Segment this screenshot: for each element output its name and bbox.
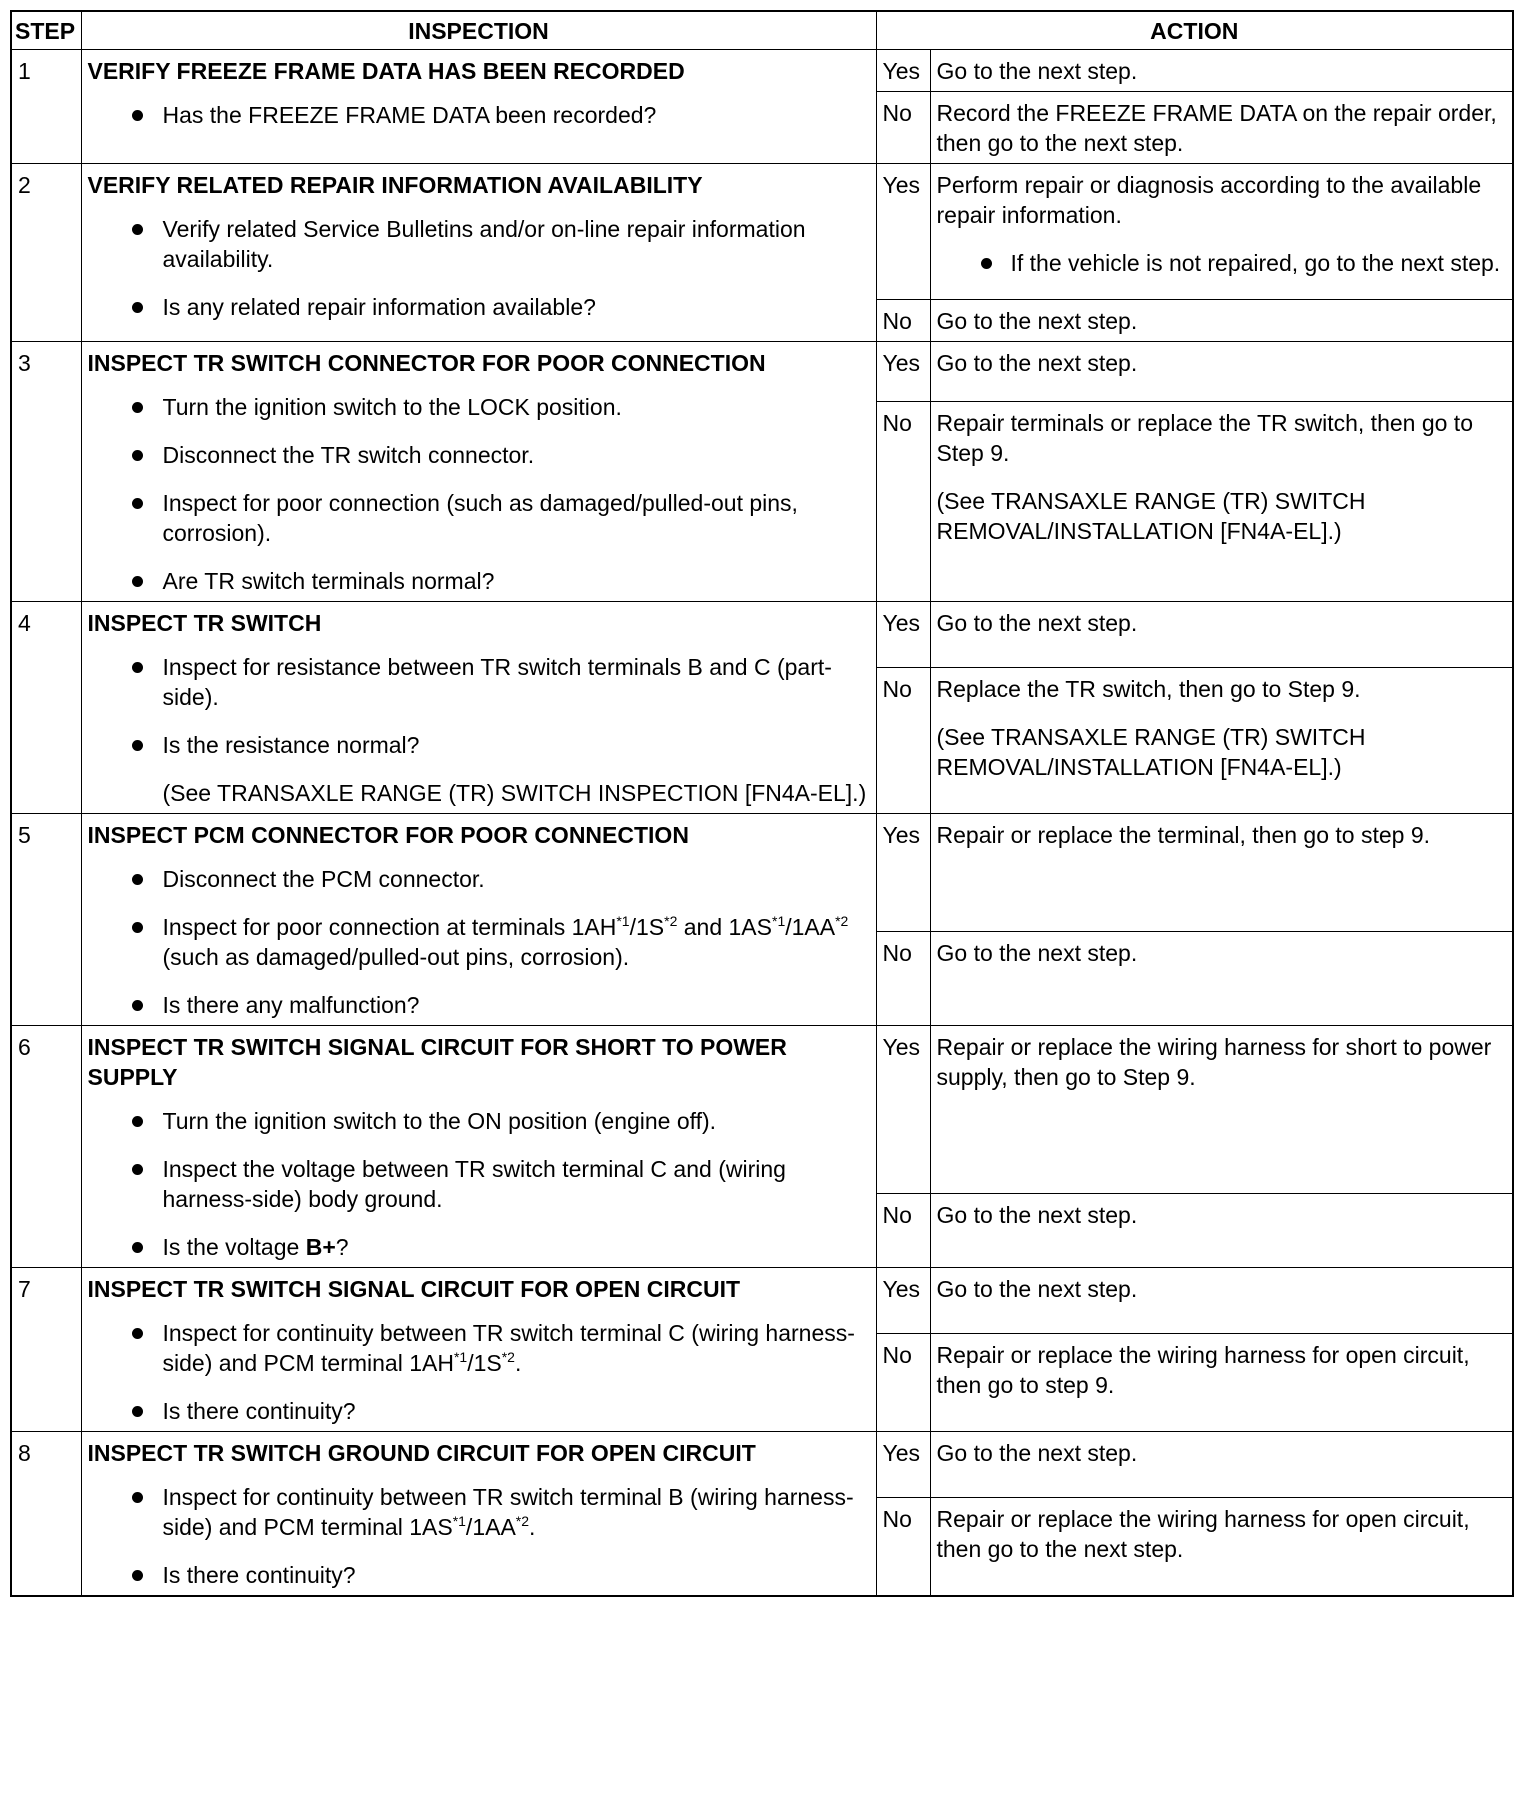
step-number: 1 <box>11 50 81 164</box>
diagnostic-procedure <box>10 10 1512 1597</box>
inspection-list <box>88 1318 870 1426</box>
list-item-text: Inspect for poor connection at terminals $1AH^{*1}/1S^{*2}$ and 1AS$^{*1}$/1AA$^{*2}$ (such as damaged/pulled-out pins, corrosion). <box>162 913 849 970</box>
list-item <box>88 292 870 322</box>
inspection-title: VERIFY FREEZE FRAME DATA HAS BEEN RECORDED <box>87 58 685 84</box>
list-item-text: Turn the ignition switch to the ON position (engine off). <box>162 1108 717 1134</box>
list-item-text: Is there continuity? <box>162 1562 356 1588</box>
inspection-cell <box>81 164 876 342</box>
no-action-cell <box>930 668 1513 814</box>
reference-note: (See TRANSAXLE RANGE (TR) SWITCH REMOVAL/INSTALLATION [FN4A-EL].) <box>936 724 1366 780</box>
yes-action: Go to the next step. <box>930 602 1513 668</box>
bullet-icon <box>132 922 143 933</box>
diagnostic-table <box>10 10 1514 1597</box>
step-number: 4 <box>11 602 81 814</box>
bullet-icon <box>132 1328 143 1339</box>
table-row <box>11 164 1513 300</box>
no-label: No <box>876 932 930 1026</box>
reference-note: (See TRANSAXLE RANGE (TR) SWITCH REMOVAL/INSTALLATION [FN4A-EL].) <box>936 488 1366 544</box>
inspection-title: INSPECT TR SWITCH SIGNAL CIRCUIT FOR OPEN CIRCUIT <box>87 1276 741 1302</box>
list-item-text: Inspect the voltage between TR switch terminal C and (wiring harness-side) body ground. <box>162 1156 786 1212</box>
list-item-text: If the vehicle is not repaired, go to the next step. <box>1010 250 1501 276</box>
bullet-icon <box>132 874 143 885</box>
list-item-text: Is the resistance normal? <box>162 732 420 758</box>
list-item-text: Inspect for continuity between TR switch terminal C (wiring harness-side) and PCM terminal $1AH^{*1}/1S^{*2}$. <box>162 1320 855 1376</box>
no-label: No <box>876 92 930 164</box>
yes-action: Go to the next step. <box>930 50 1513 92</box>
list-item <box>88 1154 870 1214</box>
no-label: No <box>876 1194 930 1268</box>
list-item-text: Inspect for poor connection (such as damaged/pulled-out pins, corrosion). <box>162 490 798 546</box>
table-row <box>11 814 1513 932</box>
no-label: No <box>876 668 930 814</box>
inspection-cell <box>81 1268 876 1432</box>
inspection-list <box>88 652 870 760</box>
list-item-text: Turn the ignition switch to the LOCK position. <box>162 394 622 420</box>
yes-label: Yes <box>876 50 930 92</box>
bullet-icon <box>132 740 143 751</box>
yes-label: Yes <box>876 1268 930 1334</box>
header-row <box>11 11 1513 50</box>
inspection-title: VERIFY RELATED REPAIR INFORMATION AVAILABILITY <box>87 172 703 198</box>
step-number: 7 <box>11 1268 81 1432</box>
list-item <box>88 1106 870 1136</box>
step-header: STEP <box>11 11 81 50</box>
list-item-text: Verify related Service Bulletins and/or on-line repair information availability. <box>162 216 806 272</box>
list-item <box>88 1560 870 1590</box>
list-item <box>88 730 870 760</box>
bullet-icon <box>132 1492 143 1503</box>
yes-label: Yes <box>876 602 930 668</box>
step-number: 6 <box>11 1026 81 1268</box>
yes-action: Go to the next step. <box>930 1432 1513 1498</box>
inspection-cell <box>81 814 876 1026</box>
inspection-list <box>88 392 870 596</box>
bullet-icon <box>132 1406 143 1417</box>
list-item <box>88 1232 870 1262</box>
no-action: Go to the next step. <box>930 932 1513 1026</box>
list-item <box>88 1396 870 1426</box>
no-action: Repair or replace the wiring harness for open circuit, then go to step 9. <box>930 1334 1513 1432</box>
list-item <box>88 392 870 422</box>
no-label: No <box>876 1498 930 1597</box>
inspection-cell <box>81 50 876 164</box>
list-item <box>88 864 870 894</box>
no-action: Record the FREEZE FRAME DATA on the repair order, then go to the next step. <box>930 92 1513 164</box>
bullet-icon <box>132 662 143 673</box>
yes-label: Yes <box>876 1432 930 1498</box>
inspection-title: INSPECT TR SWITCH CONNECTOR FOR POOR CONNECTION <box>87 350 766 376</box>
inspection-cell <box>81 602 876 814</box>
yes-label: Yes <box>876 164 930 300</box>
inspection-title: INSPECT TR SWITCH <box>87 610 322 636</box>
list-item <box>88 100 870 130</box>
inspection-list <box>88 100 870 130</box>
bullet-icon <box>132 1570 143 1581</box>
yes-action: Go to the next step. <box>930 1268 1513 1334</box>
yes-label: Yes <box>876 342 930 402</box>
list-item-text: Disconnect the PCM connector. <box>162 866 485 892</box>
inspection-list <box>88 1482 870 1590</box>
yes-label: Yes <box>876 1026 930 1194</box>
step-number: 3 <box>11 342 81 602</box>
list-item <box>88 1482 870 1542</box>
bullet-icon <box>132 576 143 587</box>
yes-action: Repair or replace the wiring harness for short to power supply, then go to Step 9. <box>930 1026 1513 1194</box>
inspection-list <box>88 864 870 1020</box>
action-header: ACTION <box>876 11 1513 50</box>
inspection-list <box>88 214 870 322</box>
yes-label: Yes <box>876 814 930 932</box>
list-item-text: Is the voltage B+? <box>162 1234 349 1260</box>
bullet-icon <box>132 1000 143 1011</box>
inspection-cell <box>81 342 876 602</box>
no-label: No <box>876 1334 930 1432</box>
list-item-text: Are TR switch terminals normal? <box>162 568 495 594</box>
bullet-icon <box>132 402 143 413</box>
list-item-text: Inspect for continuity between TR switch terminal B (wiring harness-side) and PCM terminal 1AS$^{*1}$/1AA$^{*2}$. <box>162 1484 854 1540</box>
yes-action: Repair or replace the terminal, then go to step 9. <box>930 814 1513 932</box>
no-action: Repair or replace the wiring harness for open circuit, then go to the next step. <box>930 1498 1513 1597</box>
bullet-icon <box>132 224 143 235</box>
list-item-text: Is there any malfunction? <box>162 992 420 1018</box>
list-item <box>88 440 870 470</box>
inspection-title: INSPECT TR SWITCH GROUND CIRCUIT FOR OPEN CIRCUIT <box>87 1440 756 1466</box>
yes-action: Go to the next step. <box>930 342 1513 402</box>
step-number: 5 <box>11 814 81 1026</box>
inspection-header: INSPECTION <box>81 11 876 50</box>
no-action: Go to the next step. <box>930 1194 1513 1268</box>
table-row <box>11 342 1513 402</box>
bullet-icon <box>132 450 143 461</box>
list-item <box>88 488 870 548</box>
list-item <box>88 214 870 274</box>
list-item <box>88 912 870 972</box>
inspection-title: INSPECT PCM CONNECTOR FOR POOR CONNECTION <box>87 822 689 848</box>
table-row <box>11 50 1513 92</box>
bullet-icon <box>132 1242 143 1253</box>
inspection-cell <box>81 1026 876 1268</box>
list-item <box>937 248 1507 278</box>
no-action: Go to the next step. <box>930 300 1513 342</box>
no-action: Replace the TR switch, then go to Step 9. <box>936 676 1361 702</box>
no-action-cell <box>930 402 1513 602</box>
list-item-text: Is there continuity? <box>162 1398 356 1424</box>
no-label: No <box>876 300 930 342</box>
list-item <box>88 1318 870 1378</box>
list-item-text: Is any related repair information available? <box>162 294 596 320</box>
reference-note: (See TRANSAXLE RANGE (TR) SWITCH INSPECTION [FN4A-EL].) <box>162 780 867 806</box>
no-action: Repair terminals or replace the TR switch, then go to Step 9. <box>936 410 1473 466</box>
bullet-icon <box>132 110 143 121</box>
bullet-icon <box>132 1164 143 1175</box>
inspection-list <box>88 1106 870 1262</box>
inspection-title: INSPECT TR SWITCH SIGNAL CIRCUIT FOR SHORT TO POWER SUPPLY <box>87 1034 787 1090</box>
table-row <box>11 1432 1513 1498</box>
list-item <box>88 990 870 1020</box>
step-number: 8 <box>11 1432 81 1597</box>
action-list <box>937 248 1507 278</box>
yes-action: Perform repair or diagnosis according to the available repair information. <box>936 172 1482 228</box>
list-item-text: Has the FREEZE FRAME DATA been recorded? <box>162 102 657 128</box>
inspection-cell <box>81 1432 876 1597</box>
bullet-icon <box>132 302 143 313</box>
table-row <box>11 602 1513 668</box>
bullet-icon <box>981 258 992 269</box>
bullet-icon <box>132 1116 143 1127</box>
list-item-text: Inspect for resistance between TR switch terminals B and C (part-side). <box>162 654 832 710</box>
table-row <box>11 1026 1513 1194</box>
bullet-icon <box>132 498 143 509</box>
yes-action-cell <box>930 164 1513 300</box>
table-row <box>11 1268 1513 1334</box>
no-label: No <box>876 402 930 602</box>
step-number: 2 <box>11 164 81 342</box>
list-item-text: Disconnect the TR switch connector. <box>162 442 535 468</box>
list-item <box>88 652 870 712</box>
list-item <box>88 566 870 596</box>
